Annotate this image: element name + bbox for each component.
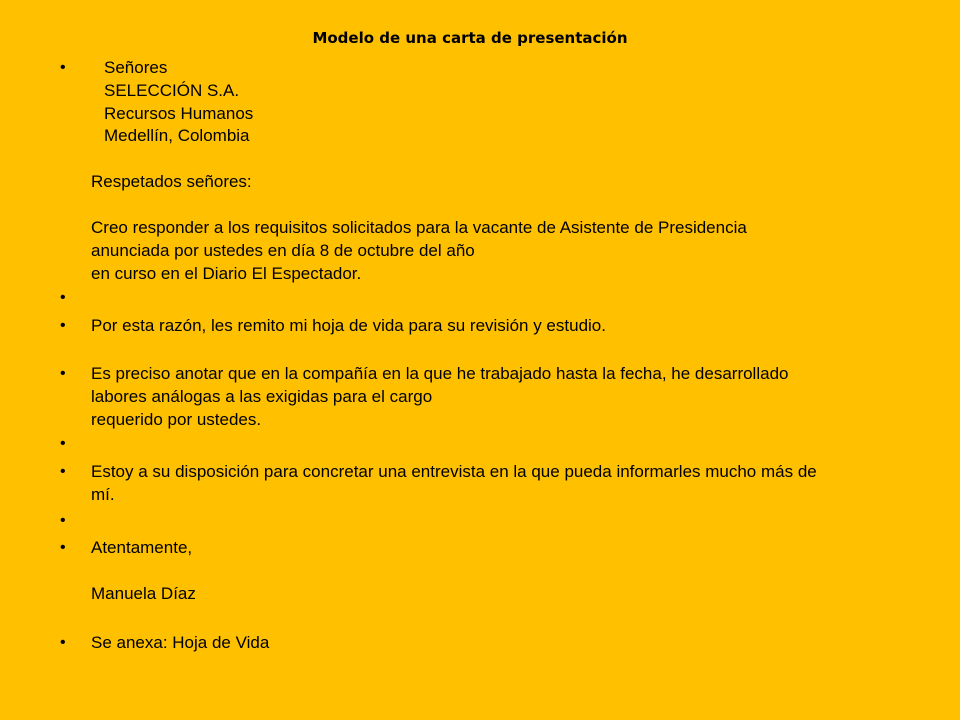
bullet-address: • [60,59,66,76]
reason-text: Por esta razón, les remito mi hoja de vida para su revisión y estudio. [91,316,606,335]
availability-line-2: mí. [91,485,115,504]
address-company: SELECCIÓN S.A. [104,81,240,100]
bullet-experience: • [60,365,66,382]
signature-name: Manuela Díaz [91,584,196,603]
intro-line-1: Creo responder a los requisitos solicitados para la vacante de Asistente de Presidencia [91,218,747,237]
bullet-empty-1: • [60,289,66,306]
availability-line-1: Estoy a su disposición para concretar una entrevista en la que pueda informarles mucho más de [91,462,817,481]
bullet-availability: • [60,463,66,480]
address-city: Medellín, Colombia [104,126,250,145]
closing-text: Atentamente, [91,538,193,557]
experience-line-3: requerido por ustedes. [91,410,262,429]
experience-line-2: labores análogas a las exigidas para el cargo [91,387,433,406]
bullet-attachment: • [60,634,66,651]
experience-line-1: Es preciso anotar que en la compañía en la que he trabajado hasta la fecha, he desarrollado [91,364,789,383]
bullet-reason: • [60,317,66,334]
attachment-text: Se anexa: Hoja de Vida [91,633,270,652]
page-title: Modelo de una carta de presentación [312,29,628,47]
bullet-closing: • [60,539,66,556]
bullet-empty-3: • [60,512,66,529]
bullet-empty-2: • [60,435,66,452]
intro-line-3: en curso en el Diario El Espectador. [91,264,362,283]
intro-line-2: anunciada por ustedes en día 8 de octubre del año [91,241,475,260]
address-department: Recursos Humanos [104,104,254,123]
greeting: Respetados señores: [91,172,252,191]
address-salutation: Señores [104,58,168,77]
